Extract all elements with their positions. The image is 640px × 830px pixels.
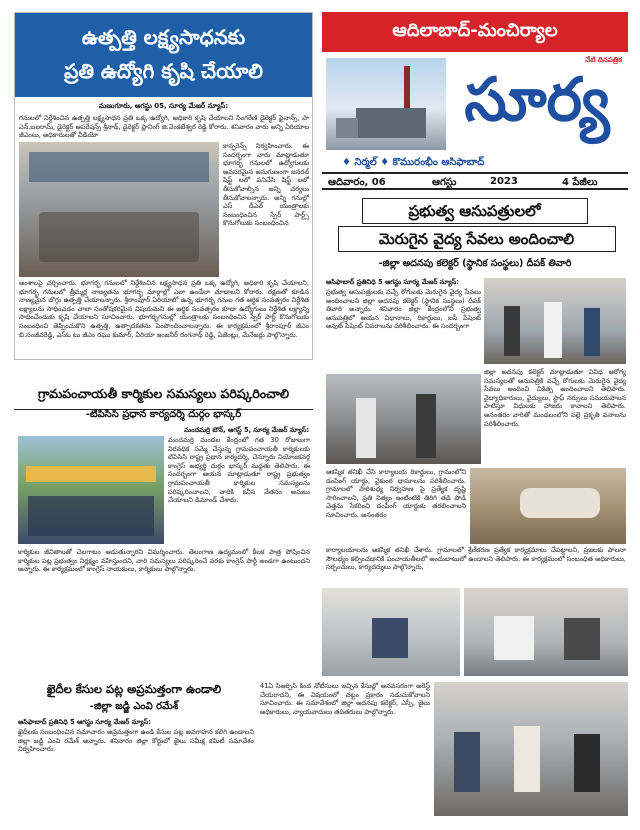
- masthead-district: ఆదిలాబాద్-మంచిర్యాల: [392, 20, 558, 41]
- story4-right-column: 41ఏ సిఆర్పిసి కింద నోటీసులు ఇచ్చిన కేసుల్లో అనవసరంగా అరెస్ట్ చేయరాదని, ఈ విషయంలో చట్టం ప్రకారం నడుచుకోవాలని సూచించారు. ఈ సమావేశంలో జిల్లా అదనపు కలెక్టర్, ఎస్పీ, జైలు అధికారులు, న్యాయవాదులు తదితరులు పాల్గొన్నారు.: [260, 682, 430, 716]
- story4-lead: ఖైదీలకు సంబంధించిన సమాచారం అప్రమత్తంగా ఉండి కేసుల పట్ల అవగాహన కలిగి ఉండాలని జిల్లా జడ్జి ఎంవి రమేశ్ అన్నారు. శనివారం జిల్లా కోర్టులో జైలు సమీక్ష కమిటీ సమావేశం నిర్వహించారు.: [18, 728, 254, 754]
- masthead-regions-bar: [322, 156, 628, 170]
- story2-lead: ప్రభుత్వ ఆసుపత్రులకు వచ్చే రోగులకు మెరుగైన వైద్య సేవలు అందించాలని జిల్లా అదనపు కలెక్టర్ (స్థానిక సంస్థలు) దీపక్ తివారి అన్నారు. శనివారం జిల్లా కేంద్రంలోని ప్రభుత్వ ఆసుపత్రిలో ఆయన విధానాలు, రికార్డులు, ఐసీ పేషెంట్ అవుట్ పేషెంట్ వివరాలను పరిశీలించారు. ఈ సందర్భంగా: [326, 288, 481, 331]
- story1-box: [14, 12, 313, 360]
- masthead-tagline: నేటి దినపత్రిక: [585, 56, 622, 64]
- story2-headline-line2: మెరుగైన వైద్య సేవలు అందించాలి: [378, 230, 575, 248]
- masthead-plant-image: [326, 58, 446, 150]
- story1-headline-line1: ఉత్పత్తి లక్ష్యసాధనకు: [81, 25, 246, 49]
- masthead-title: సూర్య: [464, 65, 610, 135]
- story2-headline-line2-box: [338, 226, 616, 252]
- story2-byline: -జిల్లా అదనపు కలెక్టర్ (స్థానిక సంస్థలు) దీపక్ తివారి: [378, 258, 572, 269]
- story2-box: [322, 196, 628, 584]
- story3-photo-strike: [18, 436, 164, 544]
- story1-body: అంశాలపై చర్చించారు. భూగర్భ గనులలో నిర్దేశించిన లక్ష్యసాధన ప్రతి ఒక్క ఉద్యోగి, అధికారి కృషి చేయాలని, భూగర్భ గనులలో త్రీమ్మర్ల నాణ్యతను భూగర్భ మార్గాల్లో ఎలా ఉండేలా చూడాలని కోరారు. రక్షణతో కూడిన నాణ్యమైన బొగ్గు ఉత్పత్తి చేయాలన్నారు. శ్రీరాంపూర్ ఏరియాలో ఉన్న భూగర్భ గనుల గత ఆర్థిక సంవత్సరం నిర్దేశిత లక్ష్యాలను సాధించడం చాలా సంతోషకరమైన విషయమని ఈ ఆర్థిక సంవత్సరం కూడా ఉద్యోగులు నిర్దేశిత లక్ష్యాన్ని సాధించేందుకు కృషి చేయాలని సూచించారు. భూగర్భగనుల్లో యంత్రాలకు సంబంధించిన స్పేర్ పార్ట్ కొనుగోలుకు సంబంధించి తెప్పించుకొని ఉత్పత్తి, ఉత్పాదకతను పెంపొందించాలన్నారు. ఈ కార్యక్రమంలో శ్రీరాంపూర్ జీఎం బి.సంజీవరెడ్డి, ఎస్ఓ టు జీఎం రఘు కుమార్, ఏరియా ఇంజనీర్ రంగనాథ్ రెడ్డి, ఏజెంట్లు, మేనేజర్లు పాల్గొన్నారు.: [19, 279, 309, 339]
- story3-dateline: మందమర్రి టౌన్, ఆగస్ట్ 5, సూర్య మేజర్ న్యూస్:: [184, 426, 309, 434]
- story4-headline: ఖైదీల కేసుల పట్ల అప్రమత్తంగా ఉండాలి: [46, 682, 222, 696]
- story3-lead: మందమర్రి మండల కేంద్రంలో గత 30 రోజులుగా నిరవధిక సమ్మె చేస్తున్న గ్రామపంచాయతీ కార్మికులకు టిపిసిసి రాష్ట్ర ప్రధాన కార్యదర్శి, చెన్నూరు నియోజకవర్గ కాంగ్రెస్ అభ్యర్థి దుర్గం భాస్కర్ మద్దతు తెలిపారు. ఈ సందర్భంగా ఆయన మాట్లాడుతూ రాష్ట్ర ప్రభుత్వం గ్రామపంచాయతీ కార్మికుల సమస్యలను పరిష్కరించాలని, వారికి కనీస వేతనం అమలు చేయాలని డిమాండ్ చేశారు.: [168, 436, 310, 505]
- story1-headline-banner: [15, 13, 312, 97]
- masthead-district-banner: [322, 12, 628, 52]
- story2-small: ఆకస్మిక తనిఖీ చేసి కార్యాలయ రికార్డులు, గ్రామంలోని డంపింగ్ యార్డు, వైకుంఠ ధామాలను పరిశీలించారు. గ్రామాలలో పారిశుధ్య నిర్వహణ పై ప్రత్యేక దృష్టి సారించాలని, ప్రతి నిత్యం ఇంటింటికి తిరిగి తడి పొడి చెత్తను సేకరించి డంపింగ్ యార్డుకు తరలించాలని సూచించారు. అనంతరం: [326, 468, 466, 519]
- story1-lead: గనులలో నిర్దేశించిన ఉత్పత్తి లక్ష్యసాధన ప్రతి ఒక్క ఉద్యోగి, అధికారి కృషి చేయాలని సింగరేణి డైరెక్టర్ ఫైనాన్స్, పా ఎన్.బలరామ్, డైరెక్టర్ ఆపరేషన్స్ శ్రీనాథ్, డైరెక్టర్ ప్లానింగ్ జి.వెంకటేశ్వర రెడ్డి కోరారు. శనివారం వారు అన్ని ఏరియాల జీఎంలు, అధికారులతో వీడియో: [19, 114, 309, 140]
- story2-headline-line1-box: [362, 198, 588, 224]
- story3-box: [14, 386, 313, 650]
- masthead-day: ఆదివారం, 06: [328, 177, 386, 188]
- story1-dateline: మణుగూరు, ఆగస్టు 05, సూర్య మేజర్ న్యూస్:: [98, 102, 229, 110]
- story2-photo-inspection: [326, 374, 481, 464]
- story4-dateline: ఆసిఫాబాద్ ప్రతినిధి 5 ఆగస్టు సూర్య మేజర్ న్యూస్:: [18, 718, 151, 726]
- story4-box: [14, 680, 628, 820]
- masthead-month: ఆగస్టు: [432, 177, 457, 188]
- story3-byline: -టిపిసిసి ప్రధాన కార్యదర్శి దుర్గం భాస్కర్: [85, 409, 242, 420]
- story2-dateline: ఆసిఫాబాద్ ప్రతినిధి 5 ఆగస్టు సూర్య మేజర్ న్యూస్:: [326, 278, 459, 286]
- masthead-pages: 4 పేజీలు: [562, 177, 598, 188]
- story4-photo-review-right: [464, 588, 628, 676]
- story2-photo-hospital-visit: [484, 278, 626, 364]
- story1-photo-meeting: [19, 142, 219, 277]
- story4-photo-review-left: [322, 588, 460, 676]
- story3-body: కార్మికుల జీవితాలతో చెలగాటం ఆడుతున్నారని విమర్శించారు. తెలంగాణ ఉద్యమంలో కీలక పాత్ర పోషించిన కార్మికుల పట్ల ప్రభుత్వం నిర్లక్ష్యం వహిస్తుందని, వారి సమస్యలు పరిష్కరించే వరకు కాంగ్రెస్ పార్టీ అండగా ఉంటుందని అన్నారు. ఈ కార్యక్రమంలో కాంగ్రెస్ నాయకులు, కార్మికులు పాల్గొన్నారు.: [18, 548, 310, 574]
- story1-headline-line2: ప్రతి ఉద్యోగి కృషి చేయాలి: [64, 59, 263, 83]
- story2-middle: జిల్లా అదనపు కలెక్టర్ మాట్లాడుతూ వివిధ ఆరోగ్య సమస్యలతో ఆసుపత్రికి వచ్చే రోగులకు మెరుగైన వైద్య సేవలు అందించి చికిత్స అందించాలని తెలిపారు. వైద్యాధికారులు, వైద్యులు, స్టాఫ్ నర్సులు సమయపాలన పాటిస్తూ విధులకు హాజరు కావాలని తెలిపారు. అనంతరం వారితో మండలంలోని పల్లె ప్రకృతి వనాలను పరిశీలించారు.: [484, 368, 626, 428]
- story2-photo-dumping-yard: [470, 468, 626, 544]
- story2-headline-line1: ప్రభుత్వ ఆసుపత్రులలో: [408, 202, 541, 220]
- masthead-date-bar: [322, 172, 628, 190]
- masthead-regions: ♦ నిర్మల్ ♦ కొమురంభీం ఆసిఫాబాద్: [342, 157, 485, 168]
- story4-byline: -జిల్లా జడ్జి ఎంవి రమేశ్: [89, 701, 179, 712]
- masthead: [322, 12, 628, 192]
- masthead-year: 2023: [490, 176, 518, 187]
- story3-headline: గ్రామపంచాయతీ కార్మికుల సమస్యలు పరిష్కరించాలి: [14, 386, 313, 410]
- story1-side-column: కాన్ఫరెన్స్ నిర్వహించారు. ఈ సందర్భంగా వారు మాట్లాడుతూ భూగర్భ గనులలో ఉద్యోగులకు అవసరమైన అనుగుణంగా జనరల్ షిఫ్ట్ లలో పనిచేసి షిఫ్ట్ లలో తీసుకోవాల్సిన అన్ని చర్యలు తీసుకోవాలన్నారు. అన్ని గనుల్లో ఎస్ డీఎల్ యంత్రాలకు సంబంధించిన స్పేర్ పార్ట్స్ కొనుగోలుకు సంబంధించిన: [223, 142, 309, 228]
- story4-photo-meeting: [434, 682, 628, 816]
- story2-bottom: కార్యాలయాలను ఆకస్మిక తనిఖీ చేశారు. గ్రామాలలో శ్రేణీకరణ ప్రత్యేక కార్యక్రమాలు చేపట్టాలని, ప్రజలకు పాలనా సౌలభ్యం కల్పించడానికి పంచాయతీలలో అందుబాటులో ఉండాలని తెలిపారు. ఈ కార్యక్రమంలో సంబంధిత అధికారులు, సర్పంచులు, కార్యదర్శులు పాల్గొన్నారు.: [326, 546, 626, 572]
